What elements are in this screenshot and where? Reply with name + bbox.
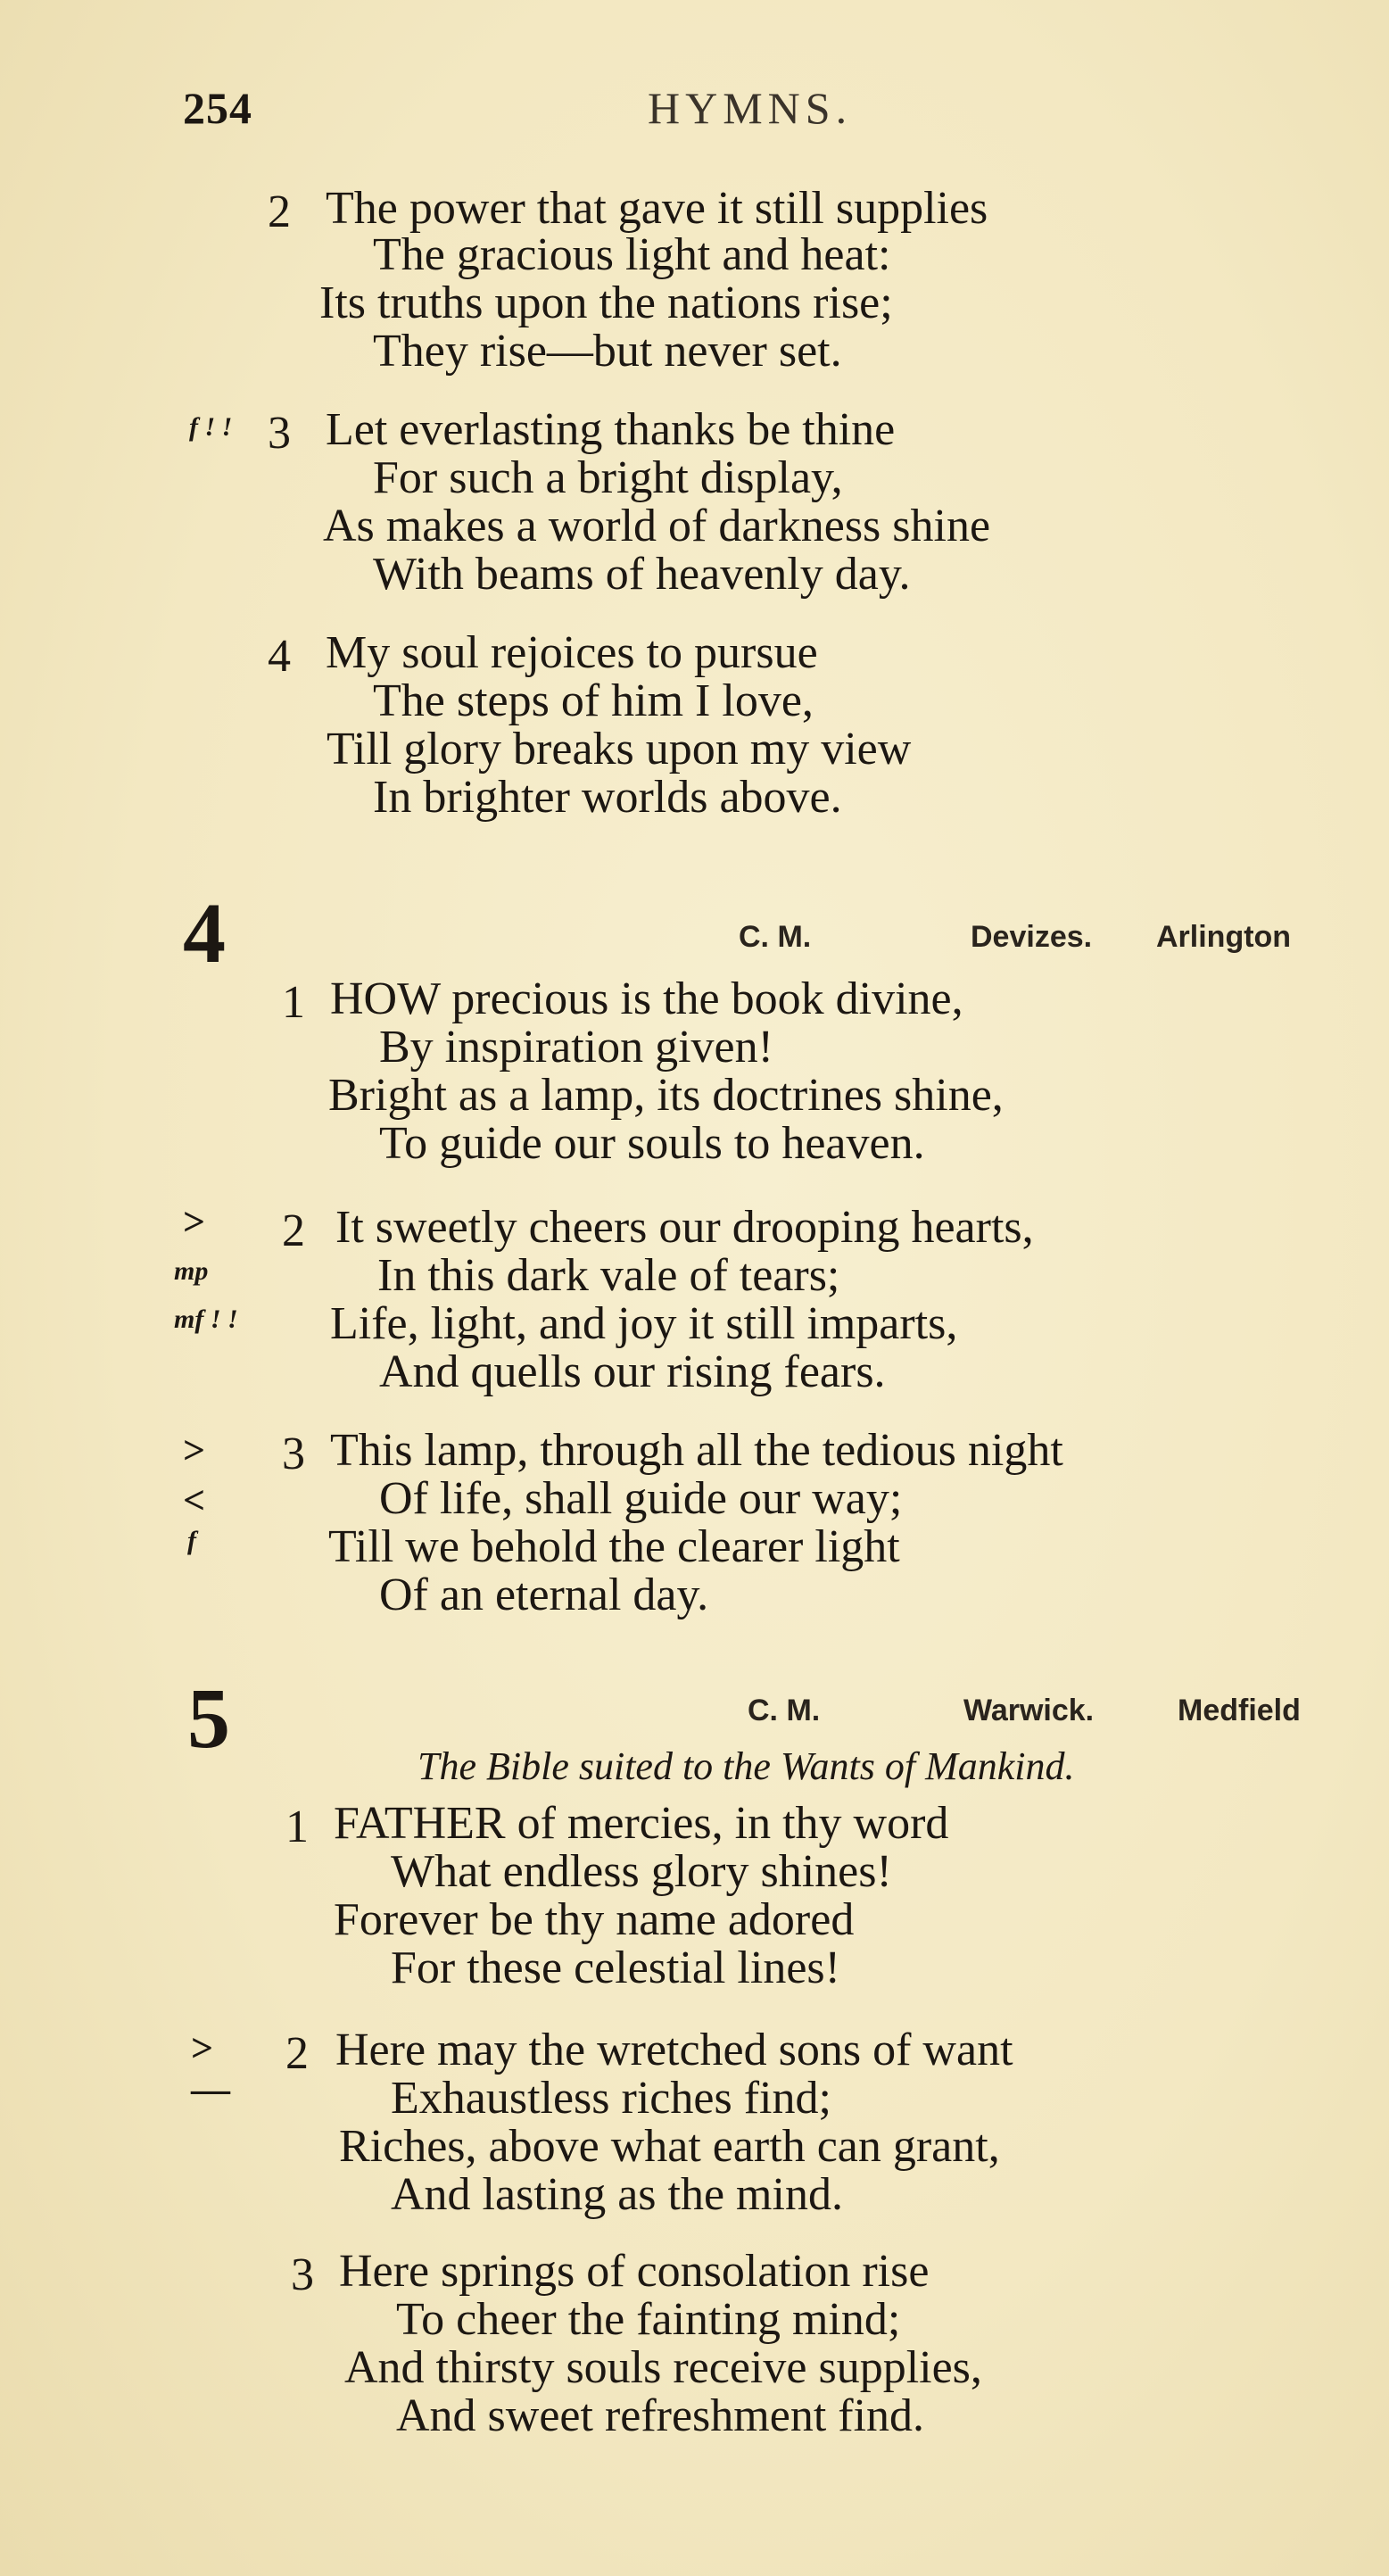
- verse-line: The steps of him I love,: [373, 675, 814, 726]
- verse-line: Life, light, and joy it still imparts,: [330, 1298, 958, 1349]
- verse-line: To cheer the fainting mind;: [396, 2294, 901, 2345]
- verse-number: 3: [268, 408, 291, 459]
- verse-line: My soul rejoices to pursue: [326, 627, 818, 678]
- verse-line: To guide our souls to heaven.: [379, 1118, 925, 1169]
- verse-line: Of an eternal day.: [379, 1570, 709, 1620]
- verse-line: They rise—but never set.: [373, 326, 842, 377]
- verse-line: What endless glory shines!: [391, 1846, 892, 1897]
- verse-number: 1: [285, 1802, 309, 1852]
- verse-line: Till we behold the clearer light: [328, 1521, 900, 1572]
- verse-line: HOW precious is the book divine,: [330, 973, 963, 1024]
- dynamic-mark: >: [183, 1429, 206, 1472]
- verse-number: 2: [282, 1205, 305, 1256]
- tune-name: Devizes.: [971, 920, 1093, 954]
- tune-name: Arlington: [1156, 920, 1292, 954]
- verse-line: Riches, above what earth can grant,: [339, 2121, 1000, 2172]
- dynamic-mark: f ! !: [189, 412, 233, 442]
- verse-line: And quells our rising fears.: [379, 1346, 886, 1397]
- verse-line: And sweet refreshment find.: [396, 2390, 925, 2441]
- verse-line: Let everlasting thanks be thine: [326, 404, 896, 455]
- verse-line: FATHER of mercies, in thy word: [334, 1798, 949, 1849]
- hymn-subtitle: The Bible suited to the Wants of Mankind.: [418, 1744, 1075, 1788]
- verse-line: The gracious light and heat:: [373, 229, 891, 280]
- verse-line: And lasting as the mind.: [391, 2169, 843, 2220]
- dynamic-mark: >: [183, 1200, 206, 1244]
- verse-line: It sweetly cheers our drooping hearts,: [335, 1202, 1034, 1253]
- dynamic-mark: —: [191, 2067, 230, 2111]
- verse-line: In this dark vale of tears;: [377, 1250, 840, 1301]
- tune-name: Medfield: [1178, 1694, 1301, 1727]
- hymn-number: 5: [187, 1670, 230, 1766]
- dynamic-mark: <: [183, 1479, 206, 1522]
- verse-line: As makes a world of darkness shine: [323, 501, 991, 551]
- verse-line: The power that gave it still supplies: [326, 183, 988, 234]
- dynamic-mark: mp: [174, 1256, 209, 1286]
- verse-line: Forever be thy name adored: [334, 1894, 855, 1945]
- running-title: HYMNS.: [648, 83, 853, 133]
- verse-number: 3: [282, 1429, 305, 1479]
- verse-number: 3: [291, 2249, 314, 2300]
- verse-number: 2: [268, 186, 291, 237]
- meter: C. M.: [739, 920, 812, 954]
- tune-name: Warwick.: [963, 1694, 1095, 1727]
- meter: C. M.: [748, 1694, 821, 1727]
- dynamic-mark: f: [187, 1526, 196, 1555]
- verse-line: And thirsty souls receive supplies,: [344, 2342, 982, 2393]
- verse-line: For these celestial lines!: [391, 1942, 840, 1993]
- hymn-number: 4: [183, 885, 226, 981]
- verse-line: Till glory breaks upon my view: [327, 724, 912, 774]
- verse-line: With beams of heavenly day.: [373, 549, 911, 600]
- verse-line: For such a bright display,: [373, 452, 843, 503]
- verse-line: Of life, shall guide our way;: [379, 1473, 903, 1524]
- verse-line: By inspiration given!: [379, 1022, 773, 1073]
- verse-line: Bright as a lamp, its doctrines shine,: [328, 1070, 1004, 1121]
- verse-number: 4: [268, 631, 291, 682]
- verse-line: Here may the wretched sons of want: [335, 2025, 1013, 2075]
- verse-line: Here springs of consolation rise: [339, 2246, 930, 2297]
- verse-number: 2: [285, 2028, 309, 2079]
- verse-line: Its truths upon the nations rise;: [319, 277, 893, 328]
- verse-line: Exhaustless riches find;: [391, 2073, 831, 2124]
- verse-line: In brighter worlds above.: [373, 772, 842, 823]
- dynamic-mark: mf ! !: [174, 1305, 238, 1334]
- verse-number: 1: [282, 977, 305, 1028]
- page-number: 254: [183, 83, 252, 133]
- dynamic-mark: >: [191, 2026, 214, 2070]
- verse-line: This lamp, through all the tedious night: [330, 1425, 1063, 1476]
